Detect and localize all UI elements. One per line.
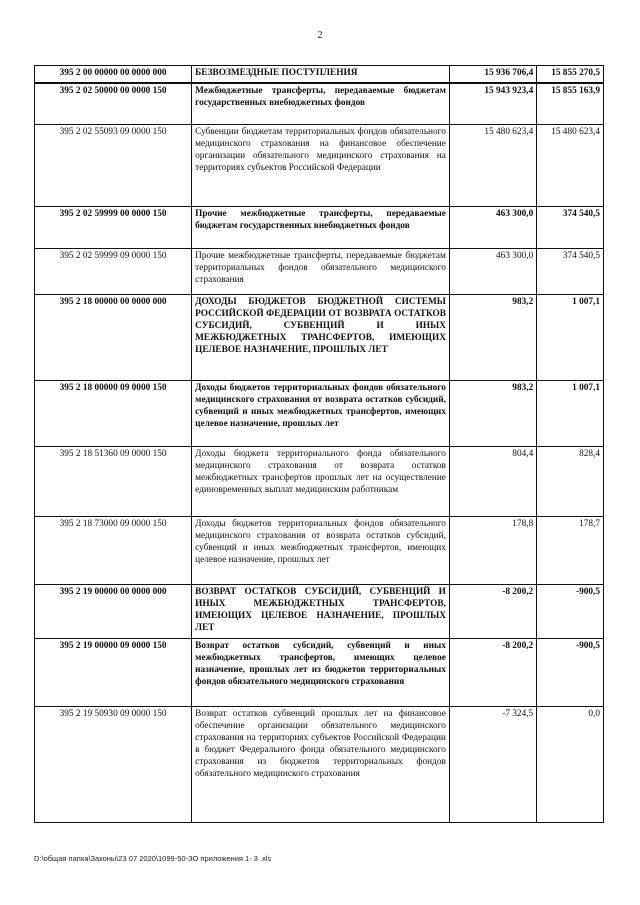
value-cell-2: -900,5 (537, 585, 604, 639)
code-cell: 395 2 02 59999 00 0000 150 (35, 207, 192, 249)
code-cell: 395 2 18 00000 09 0000 150 (35, 381, 192, 447)
value-cell-2: 374 540,5 (537, 207, 604, 249)
value-cell-2: 15 855 270,5 (537, 66, 604, 83)
table-row (35, 517, 604, 585)
name-cell: Межбюджетные трансферты, передаваемые бюджетам государственных внебюджетных фондов (192, 83, 450, 125)
value-cell-2: 15 480 623,4 (537, 125, 604, 207)
name-cell: Прочие межбюджетные трансферты, передаваемые бюджетам государственных внебюджетных фондов (192, 207, 450, 249)
name-cell: Возврат остатков субвенций прошлых лет на финансовое обеспечение организации обязательного медицинского страхования на территориях субъектов Российской Федерации в бюджет Федерального фонда обязательного медицинского страхования из бюджетов территориальных фондов обязательного медицинского страхования (192, 707, 450, 823)
value-cell-2: 374 540,5 (537, 249, 604, 295)
page-number: 2 (317, 30, 323, 41)
code-cell: 395 2 02 50000 00 0000 150 (35, 83, 192, 125)
value-cell-2: 1 007,1 (537, 381, 604, 447)
value-cell-1: -8 200,2 (449, 585, 536, 639)
table-row (35, 381, 604, 447)
table-row (35, 83, 604, 125)
file-path-footer: D:\общая папка\Законы\23 07 2020\1099-50-ЗО приложения 1- 3 .xls (34, 854, 272, 863)
value-cell-2: 178,7 (537, 517, 604, 585)
code-cell: 395 2 18 73000 09 0000 150 (35, 517, 192, 585)
name-cell: Доходы бюджетов территориальных фондов обязательного медицинского страхования от возврата остатков субсидий, субвенций и иных межбюджетных трансфертов, имеющих целевое назначение, прошлых лет (192, 381, 450, 447)
code-cell: 395 2 02 59999 09 0000 150 (35, 249, 192, 295)
table-row (35, 295, 604, 381)
name-cell: Прочие межбюджетные трансферты, передаваемые бюджетам территориальных фондов обязательного медицинского страхования (192, 249, 450, 295)
value-cell-1: 15 480 623,4 (449, 125, 536, 207)
value-cell-1: 15 936 706,4 (449, 66, 536, 83)
name-cell: БЕЗВОЗМЕЗДНЫЕ ПОСТУПЛЕНИЯ (192, 66, 450, 83)
name-cell: Субвенции бюджетам территориальных фондов обязательного медицинского страхования на финансовое обеспечение организации обязательного медицинского страхования на территориях субъектов Российской Федерации (192, 125, 450, 207)
code-cell: 395 2 18 00000 00 0000 000 (35, 295, 192, 381)
code-cell: 395 2 02 55093 09 0000 150 (35, 125, 192, 207)
table-row (35, 66, 604, 83)
name-cell: Доходы бюджета территориального фонда обязательного медицинского страхования от возврата остатков межбюджетных трансфертов прошлых лет на осуществление единовременных выплат медицинским работникам (192, 447, 450, 517)
code-cell: 395 2 19 00000 09 0000 150 (35, 639, 192, 707)
name-cell: ВОЗВРАТ ОСТАТКОВ СУБСИДИЙ, СУБВЕНЦИЙ И ИНЫХ МЕЖБЮДЖЕТНЫХ ТРАНСФЕРТОВ, ИМЕЮЩИХ ЦЕЛЕВОЕ НАЗНАЧЕНИЕ, ПРОШЛЫХ ЛЕТ (192, 585, 450, 639)
value-cell-2: -900,5 (537, 639, 604, 707)
name-cell: ДОХОДЫ БЮДЖЕТОВ БЮДЖЕТНОЙ СИСТЕМЫ РОССИЙСКОЙ ФЕДЕРАЦИИ ОТ ВОЗВРАТА ОСТАТКОВ СУБСИДИЙ, СУБВЕНЦИЙ И ИНЫХ МЕЖБЮДЖЕТНЫХ ТРАНСФЕРТОВ, ИМЕЮЩИХ ЦЕЛЕВОЕ НАЗНАЧЕНИЕ, ПРОШЛЫХ ЛЕТ (192, 295, 450, 381)
value-cell-1: 983,2 (449, 295, 536, 381)
value-cell-2: 0,0 (537, 707, 604, 823)
value-cell-1: 178,8 (449, 517, 536, 585)
code-cell: 395 2 00 00000 00 0000 000 (35, 66, 192, 83)
value-cell-1: -7 324,5 (449, 707, 536, 823)
code-cell: 395 2 19 00000 00 0000 000 (35, 585, 192, 639)
value-cell-2: 15 855 163,9 (537, 83, 604, 125)
table-row (35, 207, 604, 249)
value-cell-1: 15 943 923,4 (449, 83, 536, 125)
value-cell-1: -8 200,2 (449, 639, 536, 707)
name-cell: Возврат остатков субсидий, субвенций и иных межбюджетных трансфертов, имеющих целевое назначение, прошлых лет из бюджетов территориальных фондов обязательного медицинского страхования (192, 639, 450, 707)
table-row (35, 585, 604, 639)
table-row (35, 639, 604, 707)
value-cell-2: 828,4 (537, 447, 604, 517)
value-cell-2: 1 007,1 (537, 295, 604, 381)
value-cell-1: 463 300,0 (449, 249, 536, 295)
budget-table (34, 65, 604, 823)
code-cell: 395 2 19 50930 09 0000 150 (35, 707, 192, 823)
value-cell-1: 983,2 (449, 381, 536, 447)
table-row (35, 249, 604, 295)
name-cell: Доходы бюджетов территориальных фондов обязательного медицинского страхования от возврата остатков субсидий, субвенций и иных межбюджетных трансфертов, имеющих целевое назначение, прошлых лет (192, 517, 450, 585)
table-row (35, 447, 604, 517)
value-cell-1: 804,4 (449, 447, 536, 517)
value-cell-1: 463 300,0 (449, 207, 536, 249)
table-row (35, 707, 604, 823)
table-row (35, 125, 604, 207)
code-cell: 395 2 18 51360 09 0000 150 (35, 447, 192, 517)
